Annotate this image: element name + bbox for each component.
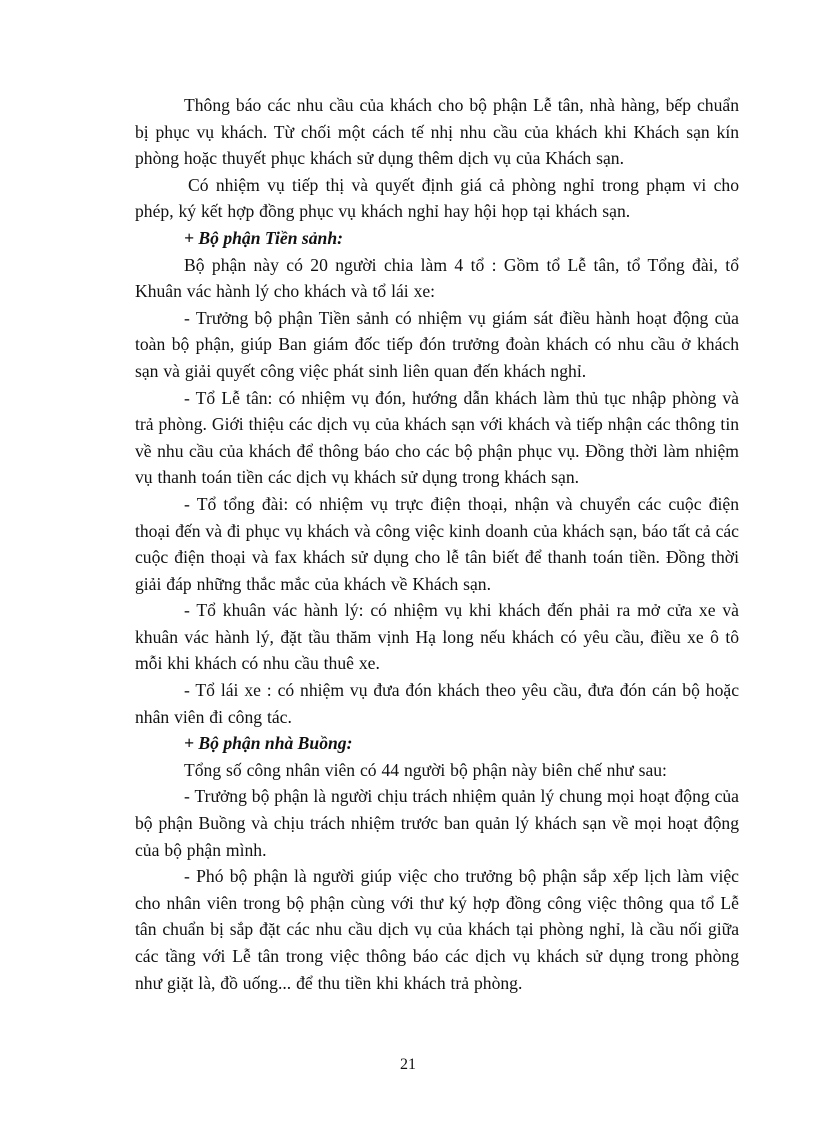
paragraph-housekeeping-deputy: - Phó bộ phận là người giúp việc cho trưởng bộ phận sắp xếp lịch làm việc cho nhân viên trong bộ phận cùng với thư ký hợp đồng công việc thông qua tổ Lễ tân chuẩn bị sắp đặt các nhu cầu dịch vụ của khách tại phòng nghỉ, là cầu nối giữa các tầng với Lễ tân trong việc thông báo các dịch vụ khách sử dụng trong phòng như giặt là, đồ uống... để thu tiền khi khách trả phòng. bbox=[135, 866, 739, 993]
paragraph-reception-team: - Tổ Lễ tân: có nhiệm vụ đón, hướng dẫn khách làm thủ tục nhập phòng và trả phòng. Giới thiệu các dịch vụ của khách sạn với khách và tiếp nhận các thông tin về nhu cầu của khách để thông báo cho các bộ phận phục vụ. Đồng thời làm nhiệm vụ thanh toán tiền các dịch vụ khách sử dụng trong khách sạn. bbox=[135, 387, 739, 488]
heading-housekeeping: + Bộ phận nhà Buồng: bbox=[184, 733, 353, 754]
page-body bbox=[135, 92, 739, 996]
page-number: 21 bbox=[400, 1056, 416, 1073]
paragraph-guest-needs: Thông báo các nhu cầu của khách cho bộ phận Lễ tân, nhà hàng, bếp chuẩn bị phục vụ khách. Từ chối một cách tế nhị nhu cầu của khách khi Khách sạn kín phòng hoặc thuyết phục khách sử dụng thêm dịch vụ của Khách sạn. bbox=[135, 95, 739, 169]
paragraph-driver-team: - Tổ lái xe : có nhiệm vụ đưa đón khách theo yêu cầu, đưa đón cán bộ hoặc nhân viên đi công tác. bbox=[135, 680, 739, 727]
paragraph-porter-team: - Tổ khuân vác hành lý: có nhiệm vụ khi khách đến phải ra mở cửa xe và khuân vác hành lý, đặt tầu thăm vịnh Hạ long nếu khách có yêu cầu, điều xe ô tô mỗi khi khách có nhu cầu thuê xe. bbox=[135, 600, 739, 674]
paragraph-housekeeping-head: - Trưởng bộ phận là người chịu trách nhiệm quản lý chung mọi hoạt động của bộ phận Buồng và chịu trách nhiệm trước ban quản lý khách sạn về mọi hoạt động của bộ phận mình. bbox=[135, 786, 739, 860]
paragraph-front-office-staff: Bộ phận này có 20 người chia làm 4 tổ : Gồm tổ Lễ tân, tổ Tổng đài, tổ Khuân vác hành lý cho khách và tổ lái xe: bbox=[135, 254, 739, 302]
paragraph-switchboard-team: - Tổ tổng đài: có nhiệm vụ trực điện thoại, nhận và chuyển các cuộc điện thoại đến và đi phục vụ khách và công việc kinh doanh của khách sạn, báo tất cả các cuộc điện thoại và fax khách sử dụng cho lễ tân biết để thanh toán tiền. Đồng thời giải đáp những thắc mắc của khách về Khách sạn. bbox=[135, 493, 739, 594]
paragraph-housekeeping-staff: Tổng số công nhân viên có 44 người bộ phận này biên chế như sau: bbox=[184, 759, 667, 780]
heading-front-office: + Bộ phận Tiền sảnh: bbox=[184, 227, 343, 248]
paragraph-front-office-head: - Trưởng bộ phận Tiền sảnh có nhiệm vụ giám sát điều hành hoạt động của toàn bộ phận, giúp Ban giám đốc tiếp đón trưởng đoàn khách có nhu cầu ở khách sạn và giải quyết công việc phát sinh liên quan đến khách nghỉ. bbox=[135, 307, 739, 381]
paragraph-marketing-duty: Có nhiệm vụ tiếp thị và quyết định giá cả phòng nghỉ trong phạm vi cho phép, ký kết hợp đồng phục vụ khách nghỉ hay hội họp tại khách sạn. bbox=[135, 174, 739, 222]
